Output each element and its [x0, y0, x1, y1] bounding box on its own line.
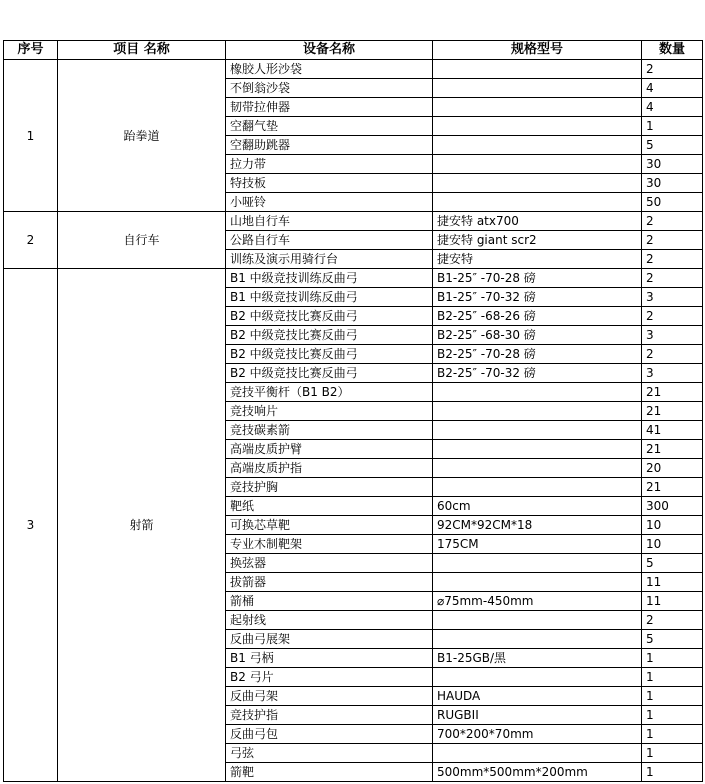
- quantity-cell: 2: [642, 611, 703, 630]
- spec-cell: [433, 744, 642, 763]
- spec-cell: [433, 630, 642, 649]
- spec-cell: [433, 611, 642, 630]
- equipment-name-cell: B2 中级竞技比赛反曲弓: [226, 307, 433, 326]
- spec-cell: [433, 573, 642, 592]
- equipment-name-cell: 箭靶: [226, 763, 433, 782]
- quantity-cell: 3: [642, 364, 703, 383]
- group-number: 3: [4, 269, 58, 782]
- quantity-cell: 4: [642, 98, 703, 117]
- spec-cell: ⌀75mm-450mm: [433, 592, 642, 611]
- equipment-name-cell: B1 中级竞技训练反曲弓: [226, 269, 433, 288]
- spec-cell: [433, 402, 642, 421]
- quantity-cell: 11: [642, 592, 703, 611]
- group-number: 2: [4, 212, 58, 269]
- spec-cell: B2-25″ -70-28 磅: [433, 345, 642, 364]
- quantity-cell: 30: [642, 155, 703, 174]
- quantity-cell: 1: [642, 649, 703, 668]
- spec-cell: B1-25″ -70-32 磅: [433, 288, 642, 307]
- equipment-name-cell: 山地自行车: [226, 212, 433, 231]
- equipment-name-cell: 专业木制靶架: [226, 535, 433, 554]
- equipment-name-cell: 换弦器: [226, 554, 433, 573]
- spec-cell: B2-25″ -68-30 磅: [433, 326, 642, 345]
- spec-cell: [433, 155, 642, 174]
- spec-cell: 92CM*92CM*18: [433, 516, 642, 535]
- quantity-cell: 11: [642, 573, 703, 592]
- quantity-cell: 5: [642, 136, 703, 155]
- quantity-cell: 1: [642, 687, 703, 706]
- spec-cell: B1-25GB/黑: [433, 649, 642, 668]
- equipment-name-cell: 不倒翁沙袋: [226, 79, 433, 98]
- equipment-name-cell: B2 中级竞技比赛反曲弓: [226, 364, 433, 383]
- spec-cell: [433, 554, 642, 573]
- spec-cell: [433, 440, 642, 459]
- quantity-cell: 21: [642, 478, 703, 497]
- quantity-cell: 5: [642, 630, 703, 649]
- equipment-name-cell: B2 中级竞技比赛反曲弓: [226, 326, 433, 345]
- quantity-cell: 2: [642, 60, 703, 79]
- equipment-name-cell: B1 中级竞技训练反曲弓: [226, 288, 433, 307]
- spec-cell: [433, 174, 642, 193]
- quantity-cell: 21: [642, 440, 703, 459]
- spec-cell: 500mm*500mm*200mm: [433, 763, 642, 782]
- equipment-name-cell: 拔箭器: [226, 573, 433, 592]
- header-no: 序号: [4, 41, 58, 60]
- quantity-cell: 1: [642, 706, 703, 725]
- spec-cell: B1-25″ -70-28 磅: [433, 269, 642, 288]
- quantity-cell: 3: [642, 326, 703, 345]
- quantity-cell: 21: [642, 402, 703, 421]
- equipment-name-cell: B2 中级竞技比赛反曲弓: [226, 345, 433, 364]
- spec-cell: [433, 117, 642, 136]
- spec-cell: 700*200*70mm: [433, 725, 642, 744]
- spec-cell: 捷安特: [433, 250, 642, 269]
- equipment-name-cell: 特技板: [226, 174, 433, 193]
- quantity-cell: 10: [642, 516, 703, 535]
- equipment-name-cell: 训练及演示用骑行台: [226, 250, 433, 269]
- equipment-name-cell: 竞技护指: [226, 706, 433, 725]
- quantity-cell: 1: [642, 763, 703, 782]
- group-number: 1: [4, 60, 58, 212]
- equipment-name-cell: 起射线: [226, 611, 433, 630]
- equipment-name-cell: 靶纸: [226, 497, 433, 516]
- equipment-table: [3, 40, 703, 782]
- header-equipment: 设备名称: [226, 41, 433, 60]
- quantity-cell: 4: [642, 79, 703, 98]
- equipment-name-cell: 高端皮质护臂: [226, 440, 433, 459]
- spec-cell: [433, 421, 642, 440]
- spec-cell: RUGBII: [433, 706, 642, 725]
- equipment-name-cell: B2 弓片: [226, 668, 433, 687]
- group-project-name: 自行车: [58, 212, 226, 269]
- spec-cell: [433, 79, 642, 98]
- equipment-name-cell: B1 弓柄: [226, 649, 433, 668]
- quantity-cell: 20: [642, 459, 703, 478]
- spec-cell: [433, 459, 642, 478]
- group-project-name: 跆拳道: [58, 60, 226, 212]
- equipment-name-cell: 可换芯草靶: [226, 516, 433, 535]
- header-qty: 数量: [642, 41, 703, 60]
- equipment-name-cell: 弓弦: [226, 744, 433, 763]
- table-row: [4, 269, 703, 288]
- spec-cell: B2-25″ -68-26 磅: [433, 307, 642, 326]
- table-body: [4, 60, 703, 782]
- header-project: 项目 名称: [58, 41, 226, 60]
- quantity-cell: 300: [642, 497, 703, 516]
- spec-cell: 捷安特 giant scr2: [433, 231, 642, 250]
- equipment-name-cell: 反曲弓展架: [226, 630, 433, 649]
- group-project-name: 射箭: [58, 269, 226, 782]
- spec-cell: [433, 668, 642, 687]
- spec-cell: [433, 193, 642, 212]
- equipment-name-cell: 箭桶: [226, 592, 433, 611]
- quantity-cell: 21: [642, 383, 703, 402]
- quantity-cell: 5: [642, 554, 703, 573]
- quantity-cell: 50: [642, 193, 703, 212]
- spec-cell: [433, 136, 642, 155]
- header-spec: 规格型号: [433, 41, 642, 60]
- equipment-name-cell: 反曲弓架: [226, 687, 433, 706]
- quantity-cell: 1: [642, 117, 703, 136]
- quantity-cell: 2: [642, 345, 703, 364]
- quantity-cell: 30: [642, 174, 703, 193]
- equipment-name-cell: 空翻助跳器: [226, 136, 433, 155]
- equipment-name-cell: 橡胶人形沙袋: [226, 60, 433, 79]
- spec-cell: [433, 478, 642, 497]
- equipment-name-cell: 小哑铃: [226, 193, 433, 212]
- quantity-cell: 2: [642, 250, 703, 269]
- quantity-cell: 1: [642, 725, 703, 744]
- spec-cell: 60cm: [433, 497, 642, 516]
- quantity-cell: 2: [642, 231, 703, 250]
- table-row: [4, 60, 703, 79]
- equipment-name-cell: 竞技碳素箭: [226, 421, 433, 440]
- table-row: [4, 212, 703, 231]
- equipment-name-cell: 竞技护胸: [226, 478, 433, 497]
- spec-cell: [433, 98, 642, 117]
- equipment-name-cell: 竞技平衡杆（B1 B2）: [226, 383, 433, 402]
- quantity-cell: 1: [642, 744, 703, 763]
- header-row: [4, 41, 703, 60]
- quantity-cell: 3: [642, 288, 703, 307]
- spec-cell: [433, 60, 642, 79]
- equipment-name-cell: 竞技响片: [226, 402, 433, 421]
- spec-cell: [433, 383, 642, 402]
- spec-cell: HAUDA: [433, 687, 642, 706]
- quantity-cell: 2: [642, 307, 703, 326]
- spec-cell: 175CM: [433, 535, 642, 554]
- equipment-name-cell: 韧带拉伸器: [226, 98, 433, 117]
- equipment-name-cell: 空翻气垫: [226, 117, 433, 136]
- quantity-cell: 41: [642, 421, 703, 440]
- equipment-name-cell: 反曲弓包: [226, 725, 433, 744]
- quantity-cell: 2: [642, 212, 703, 231]
- spec-cell: B2-25″ -70-32 磅: [433, 364, 642, 383]
- spec-cell: 捷安特 atx700: [433, 212, 642, 231]
- quantity-cell: 2: [642, 269, 703, 288]
- quantity-cell: 1: [642, 668, 703, 687]
- equipment-name-cell: 公路自行车: [226, 231, 433, 250]
- quantity-cell: 10: [642, 535, 703, 554]
- equipment-name-cell: 高端皮质护指: [226, 459, 433, 478]
- equipment-name-cell: 拉力带: [226, 155, 433, 174]
